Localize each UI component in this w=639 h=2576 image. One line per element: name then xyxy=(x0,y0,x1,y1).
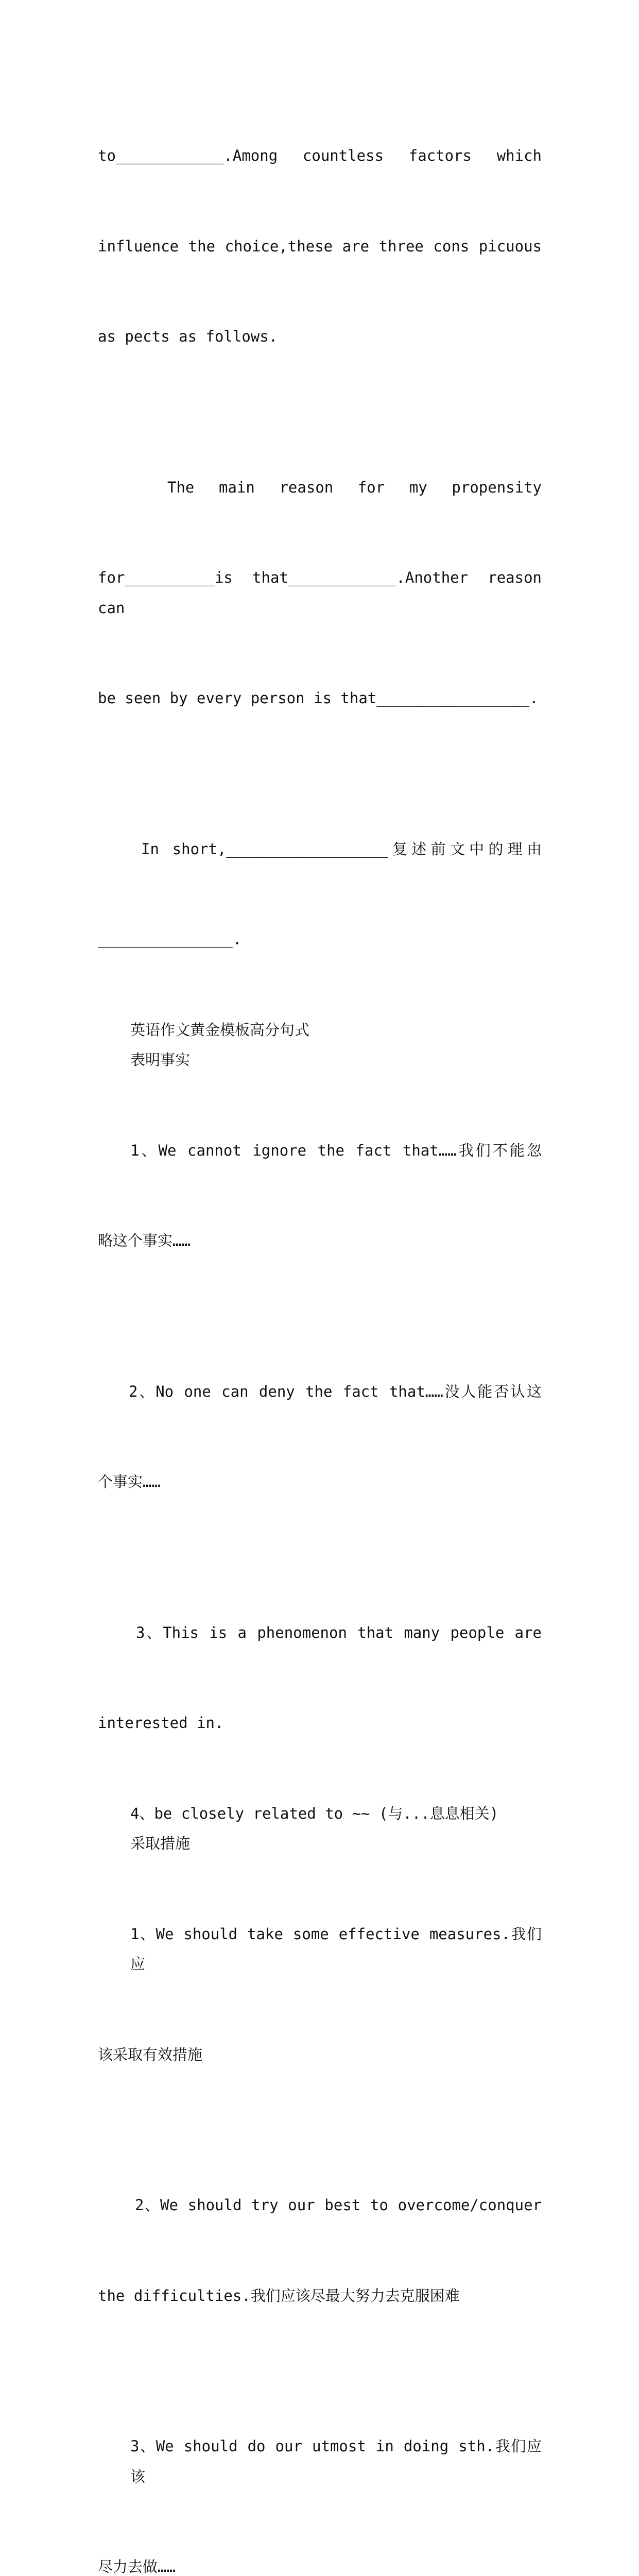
list-item-line: 2、We should try our best to overcome/conquer xyxy=(135,2196,542,2214)
list-item-line: the difficulties.我们应该尽最大努力去克服困难 xyxy=(98,2286,460,2304)
list-item-line: 3、We should do our utmost in doing sth.我们应该 xyxy=(130,2437,542,2485)
list-item-line: 3、This is a phenomenon that many people are xyxy=(136,1623,542,1641)
reason-line: The main reason for my propensity xyxy=(167,478,542,496)
list-item-line: 1、We should take some effective measures.我们应 xyxy=(130,1925,542,1973)
list-item-line: 略这个事实…… xyxy=(98,1232,191,1249)
reason-line: for__________is that____________.Another reason can xyxy=(98,569,551,617)
list-item xyxy=(98,1316,542,1557)
short-line: _______________. xyxy=(98,930,242,948)
intro-line: as pects as follows. xyxy=(98,328,278,345)
list-item-line: interested in. xyxy=(98,1714,224,1732)
document-page xyxy=(98,80,551,2576)
list-item xyxy=(98,1075,542,1316)
list-item xyxy=(98,1557,542,1799)
reason-paragraph xyxy=(98,412,551,774)
list-item-line: 尽力去做…… xyxy=(98,2558,176,2575)
page-heading: 英语作文黄金模板高分句式 xyxy=(130,1021,310,1039)
short-line: In short,__________________复述前文中的理由 xyxy=(141,840,542,858)
short-paragraph xyxy=(98,774,542,1015)
reason-line: be seen by every person is that_________________. xyxy=(98,689,539,707)
list-item-line: 1、We cannot ignore the fact that……我们不能忽 xyxy=(130,1141,542,1159)
intro-line: influence the choice,these are three cons picuous xyxy=(98,237,542,255)
section-title-facts: 表明事实 xyxy=(130,1051,191,1069)
list-item: 4、be closely related to ~~ (与...息息相关) xyxy=(130,1804,499,1822)
list-item xyxy=(98,1859,542,2130)
list-item-line: 2、No one can deny the fact that……没人能否认这 xyxy=(129,1382,542,1400)
list-item-line: 个事实…… xyxy=(98,1473,161,1490)
list-item-line: 该采取有效措施 xyxy=(98,2045,203,2063)
intro-line: to____________.Among countless factors which xyxy=(98,147,542,164)
list-item xyxy=(98,2371,542,2576)
intro-paragraph xyxy=(98,80,542,412)
list-item xyxy=(98,2130,542,2371)
section-title-measures: 采取措施 xyxy=(130,1835,191,1852)
